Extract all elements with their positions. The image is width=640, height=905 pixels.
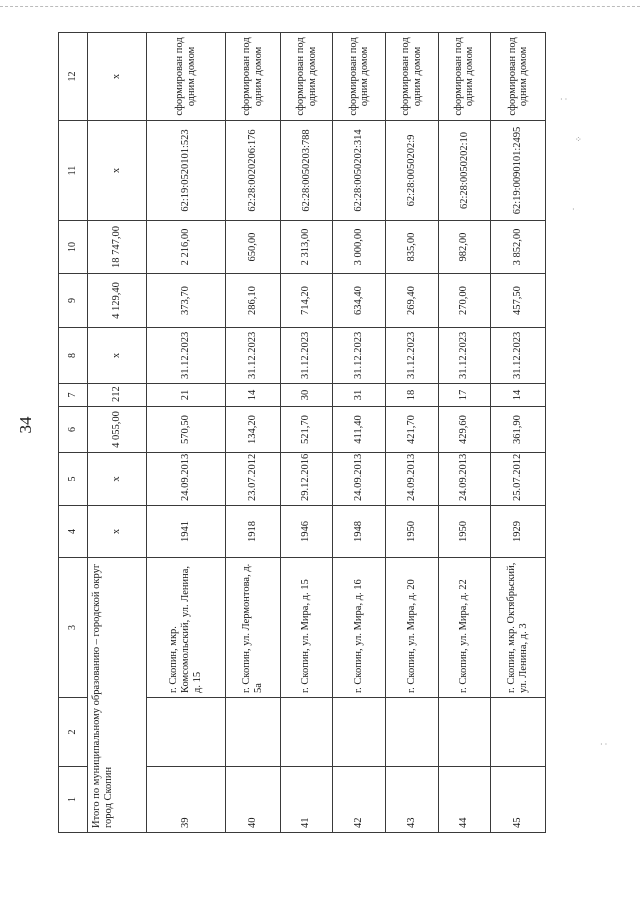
- row-cadastral: 62:28:0050203:788: [280, 121, 333, 221]
- row-address: г. Скопин, ул. Мира, д. 20: [385, 558, 438, 698]
- row-col-9: 270,00: [438, 274, 491, 328]
- row-col-2: [146, 698, 225, 767]
- row-area: 361,90: [491, 407, 546, 453]
- header-col-8: 8: [59, 328, 88, 384]
- row-count: 14: [226, 384, 281, 407]
- row-area: 411,40: [333, 407, 386, 453]
- row-address: г. Скопин, ул. Мира, д. 15: [280, 558, 333, 698]
- scan-noise: · ·: [560, 95, 568, 104]
- row-date: 24.09.2013: [438, 453, 491, 506]
- table-row: [146, 33, 225, 833]
- row-address: г. Скопин, мкр. Октябрьский, ул. Ленина, д. 3: [491, 558, 546, 698]
- row-cadastral: 62:19:0520101:523: [146, 121, 225, 221]
- row-col-2: [385, 698, 438, 767]
- row-year: 1948: [333, 506, 386, 558]
- row-count: 18: [385, 384, 438, 407]
- row-cadastral: 62:28:0050202:10: [438, 121, 491, 221]
- row-col-10: 2 313,00: [280, 221, 333, 274]
- row-note: сформирован под одним домом: [226, 33, 281, 121]
- header-col-12: 12: [59, 33, 88, 121]
- row-cadastral: 62:28:0050202:9: [385, 121, 438, 221]
- row-number: 42: [333, 767, 386, 833]
- header-col-2: 2: [59, 698, 88, 767]
- houses-table: [58, 32, 546, 833]
- table-row: [333, 33, 386, 833]
- row-col-9: 457,50: [491, 274, 546, 328]
- table-row: [385, 33, 438, 833]
- header-col-5: 5: [59, 453, 88, 506]
- total-col-10: 18 747,00: [88, 221, 147, 274]
- row-number: 39: [146, 767, 225, 833]
- table-row: [280, 33, 333, 833]
- scan-noise: · ·: [600, 740, 608, 749]
- row-number: 40: [226, 767, 281, 833]
- row-note: сформирован под одним домом: [333, 33, 386, 121]
- row-number: 45: [491, 767, 546, 833]
- table-row: [226, 33, 281, 833]
- row-col-2: [280, 698, 333, 767]
- row-col-9: 634,40: [333, 274, 386, 328]
- row-note: сформирован под одним домом: [385, 33, 438, 121]
- header-col-1: 1: [59, 767, 88, 833]
- header-col-9: 9: [59, 274, 88, 328]
- row-address: г. Скопин, мкр. Комсомольский, ул. Ленина, д. 15: [146, 558, 225, 698]
- row-year: 1950: [385, 506, 438, 558]
- row-col-10: 982,00: [438, 221, 491, 274]
- scan-noise: ⁘: [575, 135, 582, 144]
- top-border-line: [0, 6, 640, 7]
- row-area: 421,70: [385, 407, 438, 453]
- total-col-12: x: [88, 33, 147, 121]
- row-deadline: 31.12.2023: [385, 328, 438, 384]
- total-col-5: x: [88, 453, 147, 506]
- row-year: 1929: [491, 506, 546, 558]
- row-col-2: [226, 698, 281, 767]
- total-row: [88, 33, 147, 833]
- row-year: 1946: [280, 506, 333, 558]
- total-col-8: x: [88, 328, 147, 384]
- row-area: 134,20: [226, 407, 281, 453]
- total-col-9: 4 129,40: [88, 274, 147, 328]
- row-col-9: 286,10: [226, 274, 281, 328]
- scan-noise: ·: [572, 205, 575, 214]
- total-col-7: 212: [88, 384, 147, 407]
- row-deadline: 31.12.2023: [438, 328, 491, 384]
- header-row: [59, 33, 88, 833]
- row-count: 21: [146, 384, 225, 407]
- row-address: г. Скопин, ул. Лермонтова, д. 5а: [226, 558, 281, 698]
- row-col-10: 3 000,00: [333, 221, 386, 274]
- row-cadastral: 62:28:0020206:176: [226, 121, 281, 221]
- row-deadline: 31.12.2023: [146, 328, 225, 384]
- row-address: г. Скопин, ул. Мира, д. 16: [333, 558, 386, 698]
- row-col-2: [491, 698, 546, 767]
- row-number: 43: [385, 767, 438, 833]
- row-date: 25.07.2012: [491, 453, 546, 506]
- row-col-9: 373,70: [146, 274, 225, 328]
- row-deadline: 31.12.2023: [280, 328, 333, 384]
- row-deadline: 31.12.2023: [491, 328, 546, 384]
- row-address: г. Скопин, ул. Мира, д. 22: [438, 558, 491, 698]
- header-col-11: 11: [59, 121, 88, 221]
- row-date: 24.09.2013: [333, 453, 386, 506]
- header-col-7: 7: [59, 384, 88, 407]
- row-number: 41: [280, 767, 333, 833]
- row-col-10: 650,00: [226, 221, 281, 274]
- total-col-11: x: [88, 121, 147, 221]
- row-col-10: 2 216,00: [146, 221, 225, 274]
- row-year: 1941: [146, 506, 225, 558]
- header-col-10: 10: [59, 221, 88, 274]
- row-number: 44: [438, 767, 491, 833]
- row-area: 429,60: [438, 407, 491, 453]
- row-col-2: [438, 698, 491, 767]
- row-date: 23.07.2012: [226, 453, 281, 506]
- header-col-4: 4: [59, 506, 88, 558]
- row-col-10: 835,00: [385, 221, 438, 274]
- row-col-10: 3 852,00: [491, 221, 546, 274]
- row-note: сформирован под одним домом: [146, 33, 225, 121]
- table-row: [438, 33, 491, 833]
- row-count: 31: [333, 384, 386, 407]
- header-col-6: 6: [59, 407, 88, 453]
- row-col-9: 269,40: [385, 274, 438, 328]
- table-row: [491, 33, 546, 833]
- header-col-3: 3: [59, 558, 88, 698]
- row-date: 24.09.2013: [385, 453, 438, 506]
- row-note: сформирован под одним домом: [491, 33, 546, 121]
- row-cadastral: 62:28:0050202:314: [333, 121, 386, 221]
- row-date: 29.12.2016: [280, 453, 333, 506]
- total-col-4: x: [88, 506, 147, 558]
- row-year: 1950: [438, 506, 491, 558]
- row-count: 14: [491, 384, 546, 407]
- row-area: 570,50: [146, 407, 225, 453]
- row-year: 1918: [226, 506, 281, 558]
- page-number: 34: [16, 416, 35, 434]
- row-note: сформирован под одним домом: [280, 33, 333, 121]
- row-count: 30: [280, 384, 333, 407]
- row-deadline: 31.12.2023: [226, 328, 281, 384]
- row-count: 17: [438, 384, 491, 407]
- row-date: 24.09.2013: [146, 453, 225, 506]
- row-note: сформирован под одним домом: [438, 33, 491, 121]
- total-col-6: 4 055,00: [88, 407, 147, 453]
- row-col-2: [333, 698, 386, 767]
- row-col-9: 714,20: [280, 274, 333, 328]
- row-deadline: 31.12.2023: [333, 328, 386, 384]
- row-cadastral: 62:19:0090101:2495: [491, 121, 546, 221]
- total-label: Итого по муниципальному образованию – городской округ город Скопин: [88, 558, 147, 833]
- row-area: 521,70: [280, 407, 333, 453]
